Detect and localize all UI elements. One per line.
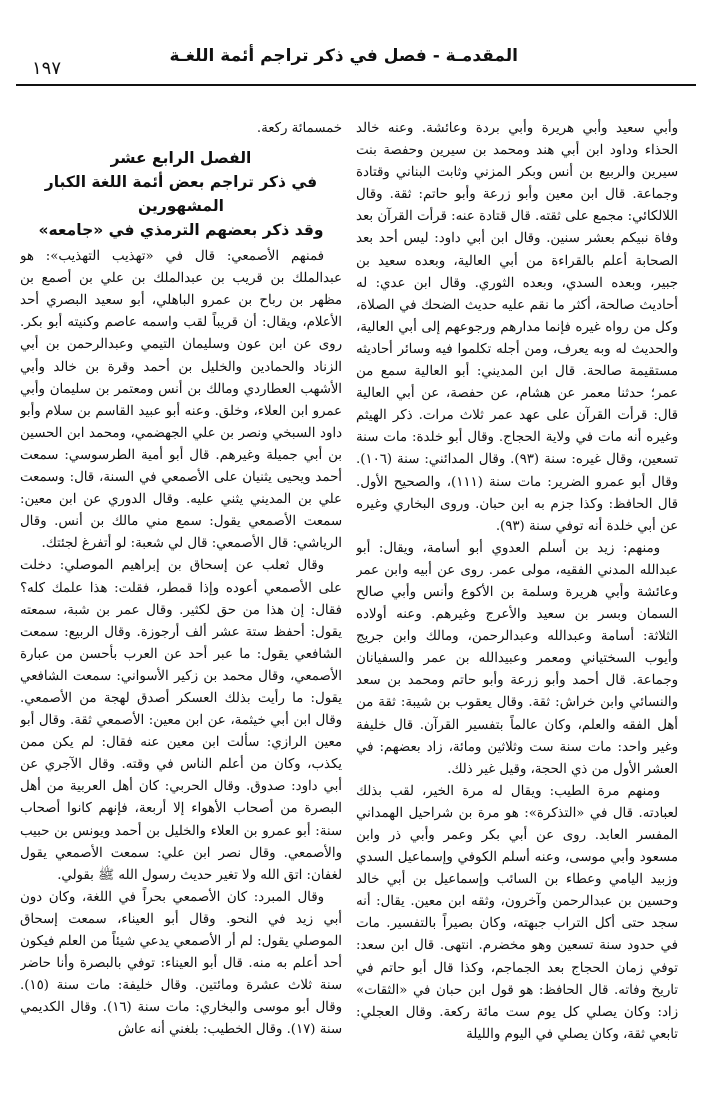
paragraph: وقال المبرد: كان الأصمعي بحراً في اللغة، وكان دون أبي زيد في النحو. وقال أبو العيناء، سمعت إسحاق الموصلي يقول: لم أر الأصمعي يدعي شيئاً من العلم فيكون أحد أعلم به منه. قال أبو العيناء: توفي بالبصرة وأنا حاضر سنة ثلاث عشرة ومائتين. وقال خليفة: مات سنة (١٥). وقال أبو موسى والبخاري: مات سنة (١٦). وقال الكديمي سنة (١٧). وقال الخطيب: بلغني أنه عاش [20,889,342,1038]
paragraph: وقال ثعلب عن إسحاق بن إبراهيم الموصلي: دخلت على الأصمعي أعوده وإذا قمطر، فقلت: هذا علمك كله؟ فقال: إن هذا من حق لكثير. وقال عمر بن شبة، سمعته يقول: أحفظ ستة عشر ألف أرجوزة. وقال الربيع: سمعت الشافعي يقول: ما عبر أحد عن العرب بأحسن من عبارة الأصمعي، وقال محمد بن زكير الأسواني: سمعت الشافعي يقول: ما رأيت بذلك العسكر أصدق لهجة من الأصمعي. وقال ابن أبي خيثمة، عن ابن معين: الأصمعي ثقة. وقال أبو معين الرازي: سألت ابن معين عنه فقال: لم يكن ممن يكذب، وكان من أعلم الناس في وقته. وقال الآجري عن أبي داود: صدوق. وقال الحربي: كان أهل العربية من أهل البصرة من أصحاب الأهواء إلا أربعة، فإنهم كانوا أصحاب سنة: أبو عمرو بن العلاء والخليل بن أحمد ويونس بن حبيب والأصمعي. وقال نصر ابن علي: سمعت الأصمعي يقول لغفان: اتق الله ولا تغير حديث رسول الله ﷺ بقولي. [20,558,342,883]
paragraph: ومنهم: زيد بن أسلم العدوي أبو أسامة، ويقال: أبو عبدالله المدني الفقيه، مولى عمر. روى عن أبيه وابن عمر وعائشة وأبي هريرة وسلمة بن الأكوع وأنس وأبي صالح السمان وبسر بن سعيد والأعرج وغيرهم. وعنه أولاده الثلاثة: أسامة وعبدالله وعبدالرحمن، ومالك وابن جريج وأيوب السختياني ومعمر وعبيدالله بن عمر والسفيانان وجماعة. قال أحمد وأبو زرعة وأبو حاتم ومحمد بن سعد والنسائي وابن خراش: ثقة. وقال يعقوب بن شيبة: ثقة من أهل الفقه والعلم، وكان عالماً بتفسير القرآن. قال خليفة وغير واحد: مات سنة ست وثلاثين ومائة، زاد بعضهم: في العشر الأول من ذي الحجة، وقيل غير ذلك. [356,540,678,777]
page-number: ١٩٧ [32,58,62,79]
page-header [16,38,696,82]
chapter-subtitle: وقد ذكر بعضهم الترمذي في «جامعه» [38,221,324,240]
paragraph: وأبي سعيد وأبي هريرة وأبي بردة وعائشة. وعنه خالد الحذاء وداود ابن أبي هند ومحمد بن سيرين وحفصة بنت سيرين والربيع بن أنس وبكر المزني وثابت البناني وقتادة وجماعة. قال ابن معين وأبو زرعة وأبو حاتم: ثقة. وقال اللالكائي: مجمع على ثقته. قال قتادة عنه: قرأت القرآن بعد وفاة نبيكم بعشر سنين. وقال ابن أبي داود: ليس أحد بعد الصحابة أعلم بالقراءة من أبي العالية، وبعده سعيد بن جبير، وبعده السدي، وبعده الثوري. وقال ابن عدي: له أحاديث صالحة، أكثر ما نقم عليه حديث الضحك في الصلاة، وكل من رواه غيره فإنما مدارهم ورجوعهم إلى أبي العالية، والحديث له وبه يعرف، ومن أجله تكلموا فيه وسائر أحاديثه مستقيمة صالحة. قال ابن المديني: أبو العالية سمع من عمر؛ حدثنا معمر عن هشام، عن حفصة، عن أبي العالية قال: قرأت القرآن على عهد عمر ثلاث مرات. ذكر الهيثم وغيره أنه مات في ولاية الحجاج. وقال أبو خلدة: مات سنة تسعين، وقال غيره: سنة (٩٣). وقال المدائني: سنة (١٠٦). وقال أبو عمرو الضرير: مات سنة (١١١)، والصحيح الأول. قال الحافظ: وكذا جزم به ابن حبان. وروى البخاري وغيره عن أبي خلدة أنه توفي سنة (٩٣). [356,121,678,534]
paragraph: فمنهم الأصمعي: قال في «تهذيب التهذيب»: هو عبدالملك بن قريب بن عبدالملك بن علي بن أصمع بن مظهر بن رباح بن عمرو الباهلي، أبو سعيد البصري أحد الأعلام، ويقال: أن قريباً لقب واسمه عاصم وكنيته أبو بكر. روى عن ابن عون وسليمان التيمي وعبدالرحمن بن أبي الزناد والحمادين والخليل بن أحمد وقرة بن خالد وأبي الأشهب العطاردي ومالك بن أنس ومعتمر بن سليمان وأبي عمرو ابن العلاء، وخلق. وعنه أبو عبيد القاسم بن سلام وأبو داود السبخي ونصر بن علي الجهضمي، ومحمد ابن الحسين بن أبي جميلة وغيرهم. قال أبو أمية الطرسوسي: سمعت أحمد ويحيى يثنيان على الأصمعي في السنة، قال: وسمعت علي بن المديني يثني عليه. وقال الدوري عن ابن معين: سمعت الأصمعي يقول: سمع مني مالك بن أنس. وقال الرياشي: قال الأصمعي: قال لي شعبة: لو أتفرغ لجئتك. [20,249,342,552]
paragraph-continuation: خمسمائة ركعة. [256,121,342,136]
running-title: المقدمـة - فصل في ذكر تراجم أئمة اللغـة [169,46,518,66]
chapter-number: الفصل الرابع عشر [110,149,252,168]
left-column [20,118,342,1088]
right-column [356,118,678,1088]
chapter-heading [20,146,342,242]
chapter-title: في ذكر تراجم بعض أئمة اللغة الكبار المشهورين [44,173,318,216]
header-rule [16,84,696,86]
paragraph: ومنهم مرة الطيب: ويقال له مرة الخير، لقب بذلك لعبادته. قال في «التذكرة»: هو مرة بن شراحيل الهمداني المفسر العابد. روى عن أبي بكر وعمر وأبي ذر وابن مسعود وأبي موسى، وعنه أسلم الكوفي وإسماعيل السدي وزبيد اليامي وعطاء بن السائب وإسماعيل بن أبي خالد وحسين بن عبدالرحمن وآخرون، وثقه ابن معين. يقال: أنه سجد حتى أكل التراب جبهته، وكان بصيراً بالتفسير. مات في حدود سنة تسعين وهو مخضرم. انتهى. قال ابن سعد: توفي زمان الحجاج بعد الجماجم، وكذا قال أبو حاتم في تاريخ وفاته. قال الحافظ: هو قول ابن حبان في «الثقات» زاد: وكان يصلي كل يوم ست مائة ركعة. وقال العجلي: تابعي ثقة، وكان يصلي في اليوم والليلة [356,783,678,1042]
